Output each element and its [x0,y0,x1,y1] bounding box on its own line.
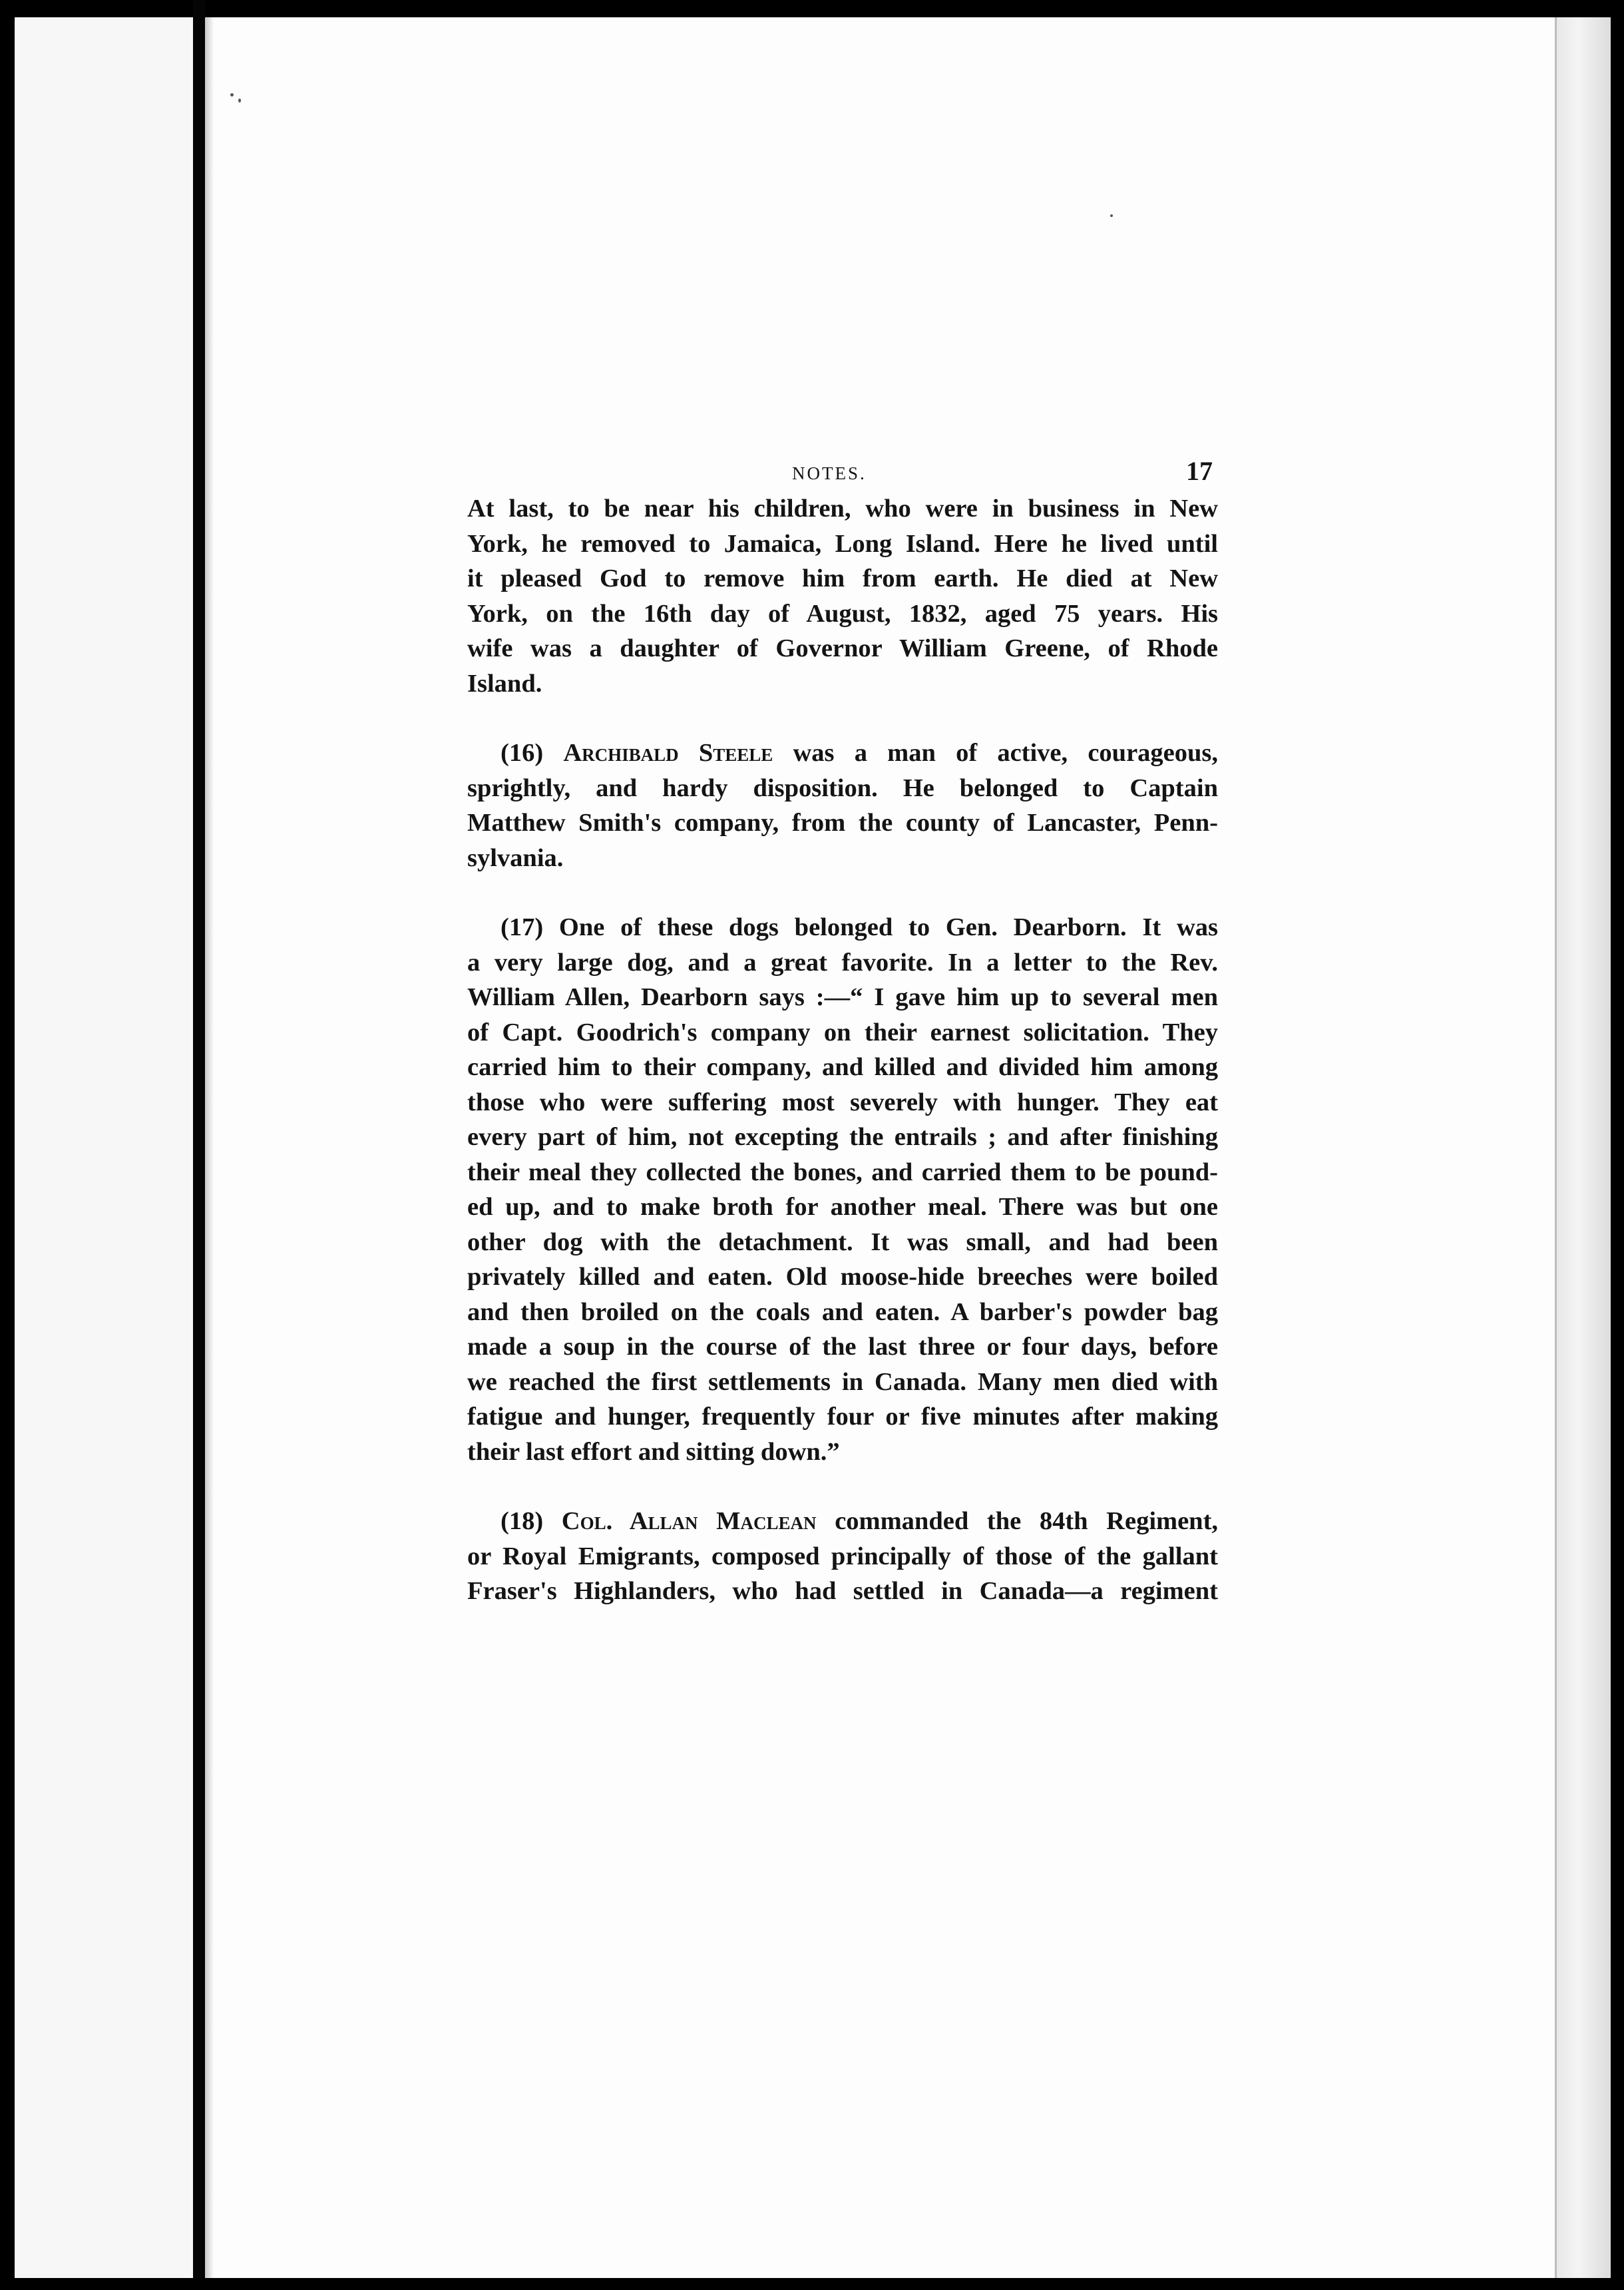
scan-border-bottom [0,2278,1624,2290]
gutter-shadow [205,17,214,2278]
text-line [467,1504,1218,1539]
text-line: of Capt. Goodrich's company on their earnest solicitation. They [467,1018,1218,1046]
text-line: Matthew Smith's company, from the county of Lancaster, Penn- [467,809,1218,837]
paragraph-continuation [467,491,1218,701]
note-name: Col. Allan Maclean [561,1507,817,1535]
text-line: carried him to their company, and killed and divided him among [467,1053,1218,1081]
text-line: or Royal Emigrants, composed principally of those of the gallant [467,1542,1218,1570]
text-line: Island. [467,669,542,698]
text-line: privately killed and eaten. Old moose-hide breeches were boiled [467,1263,1218,1291]
scan-speck [1110,214,1113,217]
text-line: and then broiled on the coals and eaten. A barber's powder bag [467,1297,1218,1326]
text-line: Fraser's Highlanders, who had settled in Canada—a regiment [467,1577,1218,1605]
note-16 [467,736,1218,875]
page-number: 17 [1186,456,1213,486]
text-line: ed up, and to make broth for another meal. There was but one [467,1193,1218,1221]
note-number: (18) [501,1507,544,1535]
text-line: a very large dog, and a great favorite. In a letter to the Rev. [467,948,1218,977]
text-line: York, on the 16th day of August, 1832, aged 75 years. His [467,599,1218,628]
text-line: (17) One of these dogs belonged to Gen. Dearborn. It was [501,913,1218,941]
text-line: sprightly, and hardy disposition. He belonged to Captain [467,774,1218,802]
text-line [467,736,1218,771]
running-head [467,453,1218,486]
scan-speck [230,93,234,97]
note-17 [467,910,1218,1469]
running-title: NOTES. [792,463,867,483]
note-18 [467,1504,1218,1609]
text-line: their last effort and sitting down.” [467,1437,840,1466]
scan-speck [238,99,241,103]
text-line: sylvania. [467,843,564,872]
text-line: we reached the first settlements in Canada. Many men died with [467,1367,1218,1396]
note-name: Archibald Steele [563,739,773,767]
text-line: wife was a daughter of Governor William Greene, of Rhode [467,634,1218,662]
note-number: (16) [501,739,544,767]
text-line: it pleased God to remove him from earth. He died at New [467,565,1218,592]
facing-page-edge [15,17,193,2278]
text-line: every part of him, not excepting the entrails ; and after finishing [467,1123,1218,1151]
text-line: made a soup in the course of the last three or four days, before [467,1333,1218,1361]
text-line: fatigue and hunger, frequently four or five minutes after making [467,1403,1218,1431]
note-line-rest: commanded the 84th Regiment, [835,1507,1219,1535]
scan-border-left [0,0,15,2290]
book-gutter [193,0,205,2278]
text-line: those who were suffering most severely with hunger. They eat [467,1088,1218,1116]
page-text [467,453,1218,1609]
scan-border-right [1611,0,1624,2290]
text-line: York, he removed to Jamaica, Long Island. Here he lived until [467,529,1218,558]
text-line: other dog with the detachment. It was small, and had been [467,1228,1218,1256]
text-line: their meal they collected the bones, and carried them to be pound- [467,1158,1218,1186]
text-line: At last, to be near his children, who were in business in New [467,495,1218,523]
page-fore-edge [1555,17,1611,2278]
note-line-rest: was a man of active, courageous, [793,739,1219,767]
text-line: William Allen, Dearborn says :—“ I gave him up to several men [467,983,1218,1011]
scan-border-top [0,0,1624,17]
